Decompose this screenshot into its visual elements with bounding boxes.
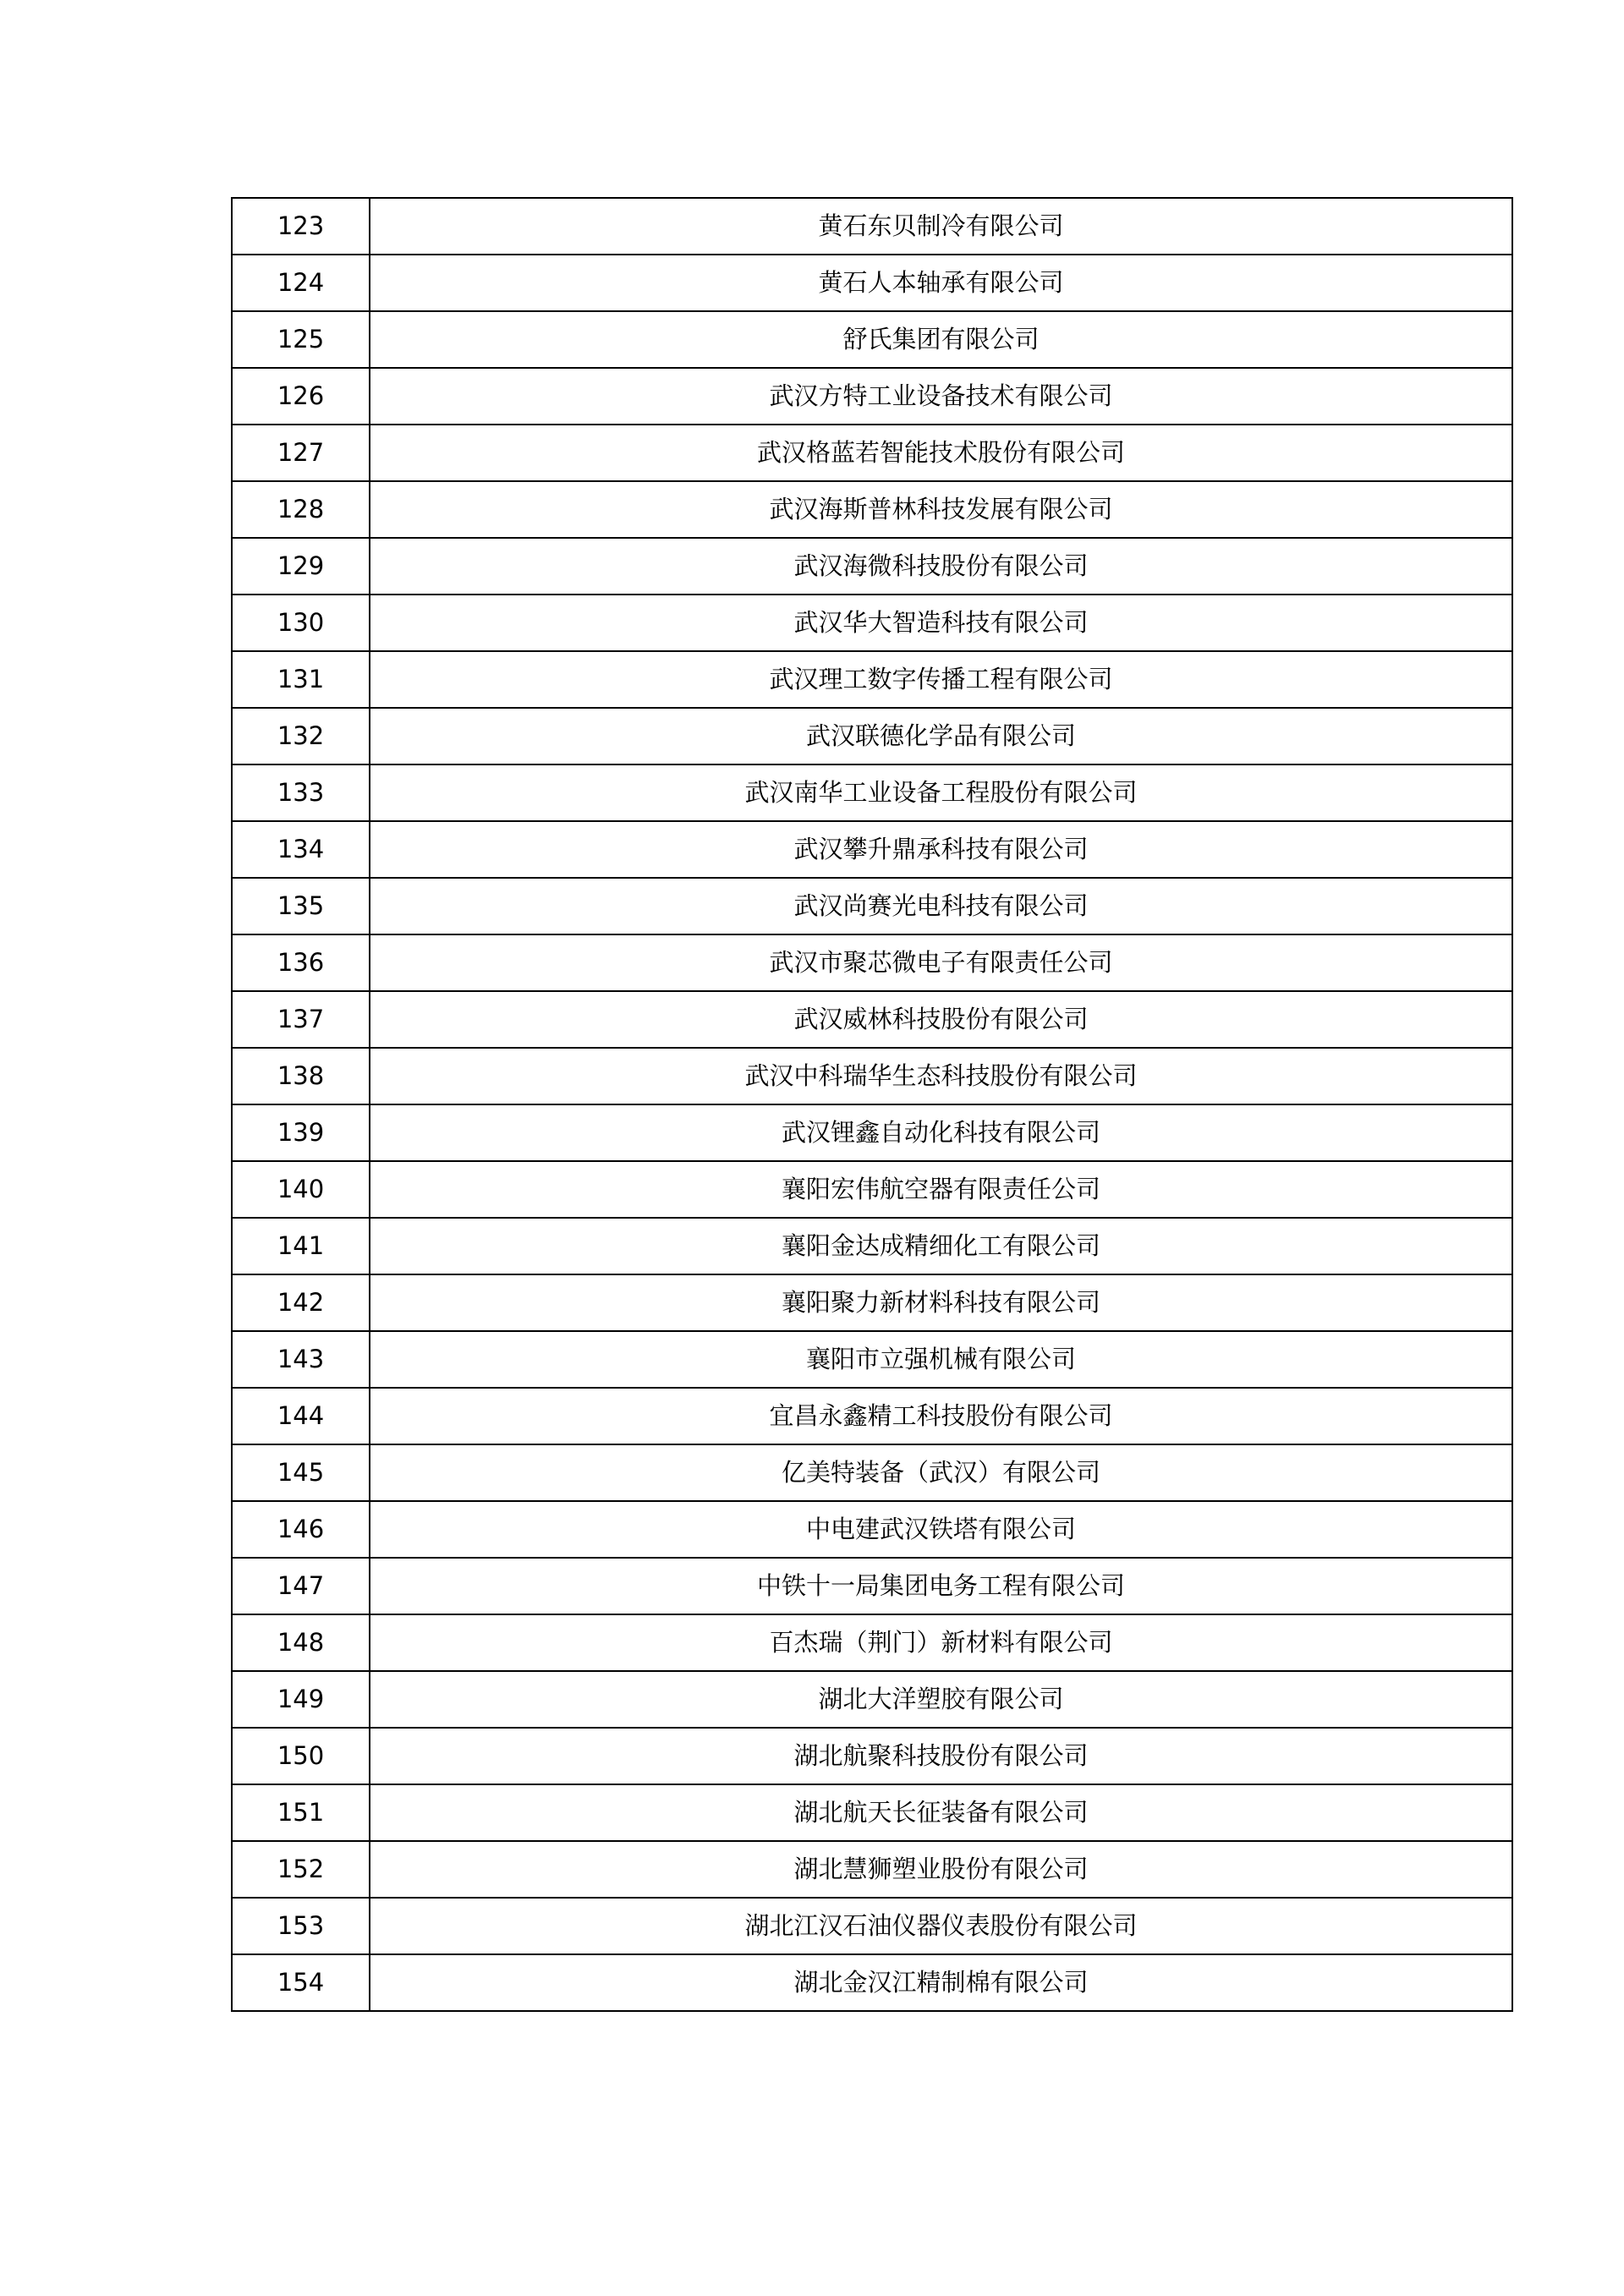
table-row (232, 1841, 1512, 1898)
row-number-cell: 132 (232, 708, 370, 764)
company-name-cell: 中铁十一局集团电务工程有限公司 (370, 1558, 1512, 1614)
company-name-cell: 武汉南华工业设备工程股份有限公司 (370, 764, 1512, 821)
table-row (232, 1501, 1512, 1558)
row-number-cell: 151 (232, 1784, 370, 1841)
table-row (232, 1104, 1512, 1161)
company-name-cell: 武汉海斯普林科技发展有限公司 (370, 481, 1512, 538)
company-name-cell: 襄阳宏伟航空器有限责任公司 (370, 1161, 1512, 1218)
table-row (232, 1048, 1512, 1104)
company-name-cell: 湖北慧狮塑业股份有限公司 (370, 1841, 1512, 1898)
row-number-cell: 134 (232, 821, 370, 878)
table-row (232, 651, 1512, 708)
row-number-cell: 137 (232, 991, 370, 1048)
table-row (232, 1161, 1512, 1218)
table-row (232, 1218, 1512, 1274)
row-number-cell: 135 (232, 878, 370, 934)
company-name-cell: 黄石人本轴承有限公司 (370, 255, 1512, 311)
row-number-cell: 144 (232, 1388, 370, 1444)
row-number-cell: 141 (232, 1218, 370, 1274)
row-number-cell: 126 (232, 368, 370, 425)
table-row (232, 538, 1512, 595)
company-name-cell: 武汉华大智造科技有限公司 (370, 595, 1512, 651)
row-number-cell: 133 (232, 764, 370, 821)
row-number-cell: 152 (232, 1841, 370, 1898)
company-name-cell: 湖北航聚科技股份有限公司 (370, 1728, 1512, 1784)
row-number-cell: 146 (232, 1501, 370, 1558)
table-row (232, 425, 1512, 481)
row-number-cell: 142 (232, 1274, 370, 1331)
table-row (232, 878, 1512, 934)
company-name-cell: 襄阳金达成精细化工有限公司 (370, 1218, 1512, 1274)
row-number-cell: 149 (232, 1671, 370, 1728)
table-row (232, 934, 1512, 991)
company-name-cell: 武汉格蓝若智能技术股份有限公司 (370, 425, 1512, 481)
company-name-cell: 武汉理工数字传播工程有限公司 (370, 651, 1512, 708)
row-number-cell: 138 (232, 1048, 370, 1104)
row-number-cell: 131 (232, 651, 370, 708)
company-list-table (231, 197, 1513, 2012)
table-row (232, 708, 1512, 764)
row-number-cell: 139 (232, 1104, 370, 1161)
company-name-cell: 武汉威林科技股份有限公司 (370, 991, 1512, 1048)
table-row (232, 481, 1512, 538)
row-number-cell: 143 (232, 1331, 370, 1388)
row-number-cell: 136 (232, 934, 370, 991)
company-name-cell: 湖北航天长征装备有限公司 (370, 1784, 1512, 1841)
table-row (232, 764, 1512, 821)
company-name-cell: 宜昌永鑫精工科技股份有限公司 (370, 1388, 1512, 1444)
table-row (232, 1671, 1512, 1728)
table-row (232, 1898, 1512, 1954)
row-number-cell: 125 (232, 311, 370, 368)
company-name-cell: 武汉中科瑞华生态科技股份有限公司 (370, 1048, 1512, 1104)
table-row (232, 1388, 1512, 1444)
row-number-cell: 153 (232, 1898, 370, 1954)
company-name-cell: 武汉攀升鼎承科技有限公司 (370, 821, 1512, 878)
table-row (232, 991, 1512, 1048)
company-name-cell: 武汉海微科技股份有限公司 (370, 538, 1512, 595)
table-row (232, 311, 1512, 368)
company-name-cell: 百杰瑞（荆门）新材料有限公司 (370, 1614, 1512, 1671)
row-number-cell: 154 (232, 1954, 370, 2011)
company-name-cell: 中电建武汉铁塔有限公司 (370, 1501, 1512, 1558)
table-row (232, 1274, 1512, 1331)
company-name-cell: 武汉联德化学品有限公司 (370, 708, 1512, 764)
company-name-cell: 武汉锂鑫自动化科技有限公司 (370, 1104, 1512, 1161)
company-name-cell: 武汉方特工业设备技术有限公司 (370, 368, 1512, 425)
row-number-cell: 128 (232, 481, 370, 538)
row-number-cell: 150 (232, 1728, 370, 1784)
table-row (232, 255, 1512, 311)
table-row (232, 368, 1512, 425)
table-row (232, 1614, 1512, 1671)
company-name-cell: 亿美特装备（武汉）有限公司 (370, 1444, 1512, 1501)
company-name-cell: 湖北大洋塑胶有限公司 (370, 1671, 1512, 1728)
company-name-cell: 襄阳聚力新材料科技有限公司 (370, 1274, 1512, 1331)
table-row (232, 1444, 1512, 1501)
company-name-cell: 武汉市聚芯微电子有限责任公司 (370, 934, 1512, 991)
table-row (232, 1558, 1512, 1614)
row-number-cell: 127 (232, 425, 370, 481)
row-number-cell: 145 (232, 1444, 370, 1501)
table-row (232, 1954, 1512, 2011)
table-row (232, 595, 1512, 651)
row-number-cell: 140 (232, 1161, 370, 1218)
company-name-cell: 武汉尚赛光电科技有限公司 (370, 878, 1512, 934)
table-row (232, 198, 1512, 255)
company-name-cell: 湖北江汉石油仪器仪表股份有限公司 (370, 1898, 1512, 1954)
table-body (232, 198, 1512, 2011)
table-row (232, 1331, 1512, 1388)
row-number-cell: 123 (232, 198, 370, 255)
company-name-cell: 黄石东贝制冷有限公司 (370, 198, 1512, 255)
row-number-cell: 129 (232, 538, 370, 595)
row-number-cell: 148 (232, 1614, 370, 1671)
row-number-cell: 130 (232, 595, 370, 651)
company-name-cell: 湖北金汉江精制棉有限公司 (370, 1954, 1512, 2011)
table-row (232, 1728, 1512, 1784)
company-name-cell: 襄阳市立强机械有限公司 (370, 1331, 1512, 1388)
table-row (232, 821, 1512, 878)
table-row (232, 1784, 1512, 1841)
row-number-cell: 147 (232, 1558, 370, 1614)
company-name-cell: 舒氏集团有限公司 (370, 311, 1512, 368)
row-number-cell: 124 (232, 255, 370, 311)
